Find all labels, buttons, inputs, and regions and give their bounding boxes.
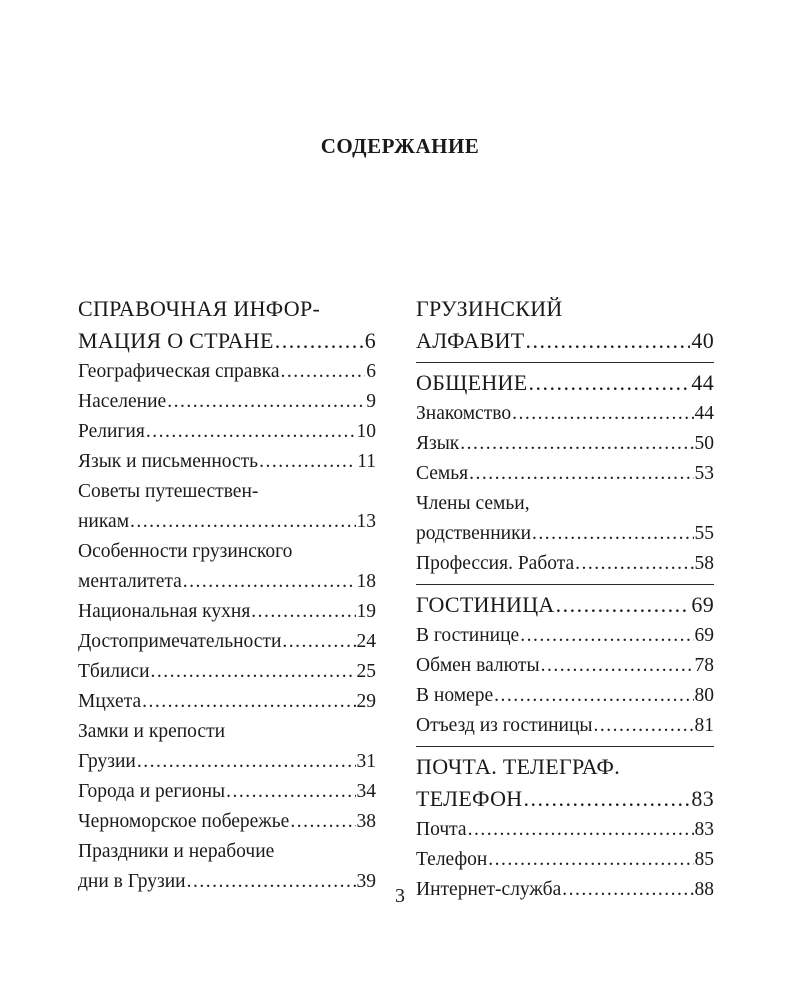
toc-entry-title: Обмен валюты bbox=[416, 655, 540, 676]
toc-entry-line bbox=[416, 549, 714, 579]
toc-entry-line bbox=[416, 681, 714, 711]
toc-entry-title: ГОСТИНИЦА bbox=[416, 592, 555, 617]
toc-page-number: 53 bbox=[694, 463, 714, 484]
toc-entry bbox=[416, 399, 714, 429]
dot-leader bbox=[130, 507, 355, 537]
toc-entry-title: ОБЩЕНИЕ bbox=[416, 370, 528, 395]
toc-page-number: 24 bbox=[356, 631, 376, 652]
toc-entry-title: Тбилиси bbox=[78, 661, 150, 682]
dot-leader bbox=[512, 399, 693, 429]
toc-entry bbox=[416, 815, 714, 845]
toc-entry-line bbox=[78, 807, 376, 837]
dot-leader bbox=[167, 387, 365, 417]
page-number: 3 bbox=[395, 885, 405, 907]
page-title: СОДЕРЖАНИЕ bbox=[320, 134, 480, 158]
dot-leader bbox=[532, 519, 693, 549]
dot-leader bbox=[226, 777, 355, 807]
dot-leader bbox=[469, 459, 693, 489]
toc-entry-line bbox=[416, 399, 714, 429]
toc-page-number: 83 bbox=[694, 819, 714, 840]
dot-leader bbox=[137, 747, 356, 777]
toc-entry-title: ПОЧТА. ТЕЛЕГРАФ. bbox=[416, 754, 621, 779]
toc-page-number: 34 bbox=[356, 781, 376, 802]
toc-page-number: 6 bbox=[366, 361, 376, 382]
toc-entry-line bbox=[78, 357, 376, 387]
toc-entry-title: родственники bbox=[416, 523, 532, 544]
toc-section bbox=[416, 751, 714, 815]
toc-right-column bbox=[416, 293, 714, 905]
dot-leader bbox=[142, 687, 355, 717]
toc-page-number: 83 bbox=[691, 786, 714, 811]
dot-leader bbox=[259, 447, 356, 477]
toc-entry bbox=[78, 807, 376, 837]
toc-entry-title: Телефон bbox=[416, 849, 488, 870]
section-divider bbox=[416, 362, 714, 363]
toc-entry-title: ГРУЗИНСКИЙ bbox=[416, 296, 563, 321]
toc-entry-title: Отъезд из гостиницы bbox=[416, 715, 593, 736]
toc-entry bbox=[78, 657, 376, 687]
toc-entry bbox=[416, 621, 714, 651]
toc-entry-title: Замки и крепости bbox=[78, 721, 226, 742]
toc-entry bbox=[416, 711, 714, 741]
toc-entry bbox=[78, 477, 376, 537]
toc-entry-line bbox=[416, 783, 714, 815]
toc-entry-title: ТЕЛЕФОН bbox=[416, 786, 523, 811]
toc-entry-title: Язык и письменность bbox=[78, 451, 259, 472]
toc-entry-title: менталитета bbox=[78, 571, 182, 592]
dot-leader bbox=[280, 357, 365, 387]
toc-page-number: 25 bbox=[356, 661, 376, 682]
dot-leader bbox=[575, 549, 693, 579]
toc-page-number: 55 bbox=[694, 523, 714, 544]
toc-entry-line bbox=[416, 711, 714, 741]
toc-section bbox=[416, 589, 714, 621]
toc-entry bbox=[78, 447, 376, 477]
toc-entry-title: АЛФАВИТ bbox=[416, 328, 525, 353]
toc-page-number: 11 bbox=[357, 451, 376, 472]
toc-entry bbox=[78, 387, 376, 417]
toc-entry-title: Грузии bbox=[78, 751, 136, 772]
toc-entry-line bbox=[78, 777, 376, 807]
toc-entry bbox=[416, 681, 714, 711]
toc-entry-line bbox=[78, 597, 376, 627]
dot-leader bbox=[290, 807, 355, 837]
toc-entry-line bbox=[78, 537, 376, 567]
toc-entry-line bbox=[78, 447, 376, 477]
toc-page-number: 18 bbox=[356, 571, 376, 592]
toc-entry-line bbox=[78, 477, 376, 507]
toc-entry-title: никам bbox=[78, 511, 130, 532]
dot-leader bbox=[520, 621, 693, 651]
toc-entry-title: В номере bbox=[416, 685, 494, 706]
toc-entry-title: Семья bbox=[416, 463, 469, 484]
dot-leader bbox=[528, 367, 690, 399]
toc-entry bbox=[416, 651, 714, 681]
toc-entry-title: Достопримечательности bbox=[78, 631, 282, 652]
toc-entry-line bbox=[416, 589, 714, 621]
toc-entry-line bbox=[416, 459, 714, 489]
toc-entry bbox=[416, 845, 714, 875]
toc-section bbox=[416, 367, 714, 399]
toc-entry-title: Почта bbox=[416, 819, 467, 840]
toc-section bbox=[78, 293, 376, 357]
toc-entry-line bbox=[78, 387, 376, 417]
toc-entry-line bbox=[78, 627, 376, 657]
toc-page-number: 44 bbox=[691, 370, 714, 395]
toc-entry-line bbox=[416, 815, 714, 845]
toc-entry-line bbox=[416, 429, 714, 459]
dot-leader bbox=[460, 429, 693, 459]
dot-leader bbox=[594, 711, 694, 741]
dot-leader bbox=[282, 627, 355, 657]
toc-entry bbox=[78, 597, 376, 627]
toc-entry-line bbox=[416, 489, 714, 519]
toc-entry-title: В гостинице bbox=[416, 625, 520, 646]
toc-entry bbox=[416, 549, 714, 579]
toc-entry-line bbox=[78, 293, 376, 325]
toc-entry-line bbox=[416, 519, 714, 549]
toc-entry-line bbox=[78, 687, 376, 717]
toc-entry-line bbox=[78, 747, 376, 777]
toc-entry-title: Язык bbox=[416, 433, 460, 454]
toc-entry-line bbox=[78, 657, 376, 687]
toc-entry-line bbox=[416, 367, 714, 399]
dot-leader bbox=[251, 597, 355, 627]
toc-entry bbox=[78, 627, 376, 657]
toc-entry-title: Советы путешествен- bbox=[78, 481, 259, 502]
toc-page-number: 44 bbox=[694, 403, 714, 424]
toc-entry-title: Черноморское побережье bbox=[78, 811, 290, 832]
toc-entry-title: Города и регионы bbox=[78, 781, 226, 802]
toc-page-number: 69 bbox=[691, 592, 714, 617]
toc-page-number: 88 bbox=[694, 879, 714, 900]
toc-page-number: 6 bbox=[364, 328, 376, 353]
toc-page-number: 29 bbox=[356, 691, 376, 712]
toc-entry bbox=[416, 429, 714, 459]
toc-entry bbox=[78, 537, 376, 597]
toc-page-number: 58 bbox=[694, 553, 714, 574]
dot-leader bbox=[526, 325, 691, 357]
toc-entry-title: Особенности грузинского bbox=[78, 541, 293, 562]
toc-page-number: 31 bbox=[356, 751, 376, 772]
dot-leader bbox=[151, 657, 356, 687]
toc-entry-title: дни в Грузии bbox=[78, 871, 186, 892]
toc-entry-title: Географическая справка bbox=[78, 361, 280, 382]
toc-entry-title: СПРАВОЧНАЯ ИНФОР- bbox=[78, 296, 321, 321]
toc-entry-line bbox=[416, 651, 714, 681]
toc-entry bbox=[78, 687, 376, 717]
dot-leader bbox=[275, 325, 364, 357]
toc-entry-line bbox=[416, 293, 714, 325]
toc-entry bbox=[416, 459, 714, 489]
dot-leader bbox=[556, 589, 691, 621]
toc-entry-line bbox=[78, 325, 376, 357]
toc-entry bbox=[78, 717, 376, 777]
toc-entry-line bbox=[416, 325, 714, 357]
toc-page-number: 78 bbox=[694, 655, 714, 676]
dot-leader bbox=[494, 681, 693, 711]
dot-leader bbox=[183, 567, 356, 597]
toc-page-number: 38 bbox=[356, 811, 376, 832]
toc-page-number: 40 bbox=[691, 328, 714, 353]
toc-entry-title: Знакомство bbox=[416, 403, 512, 424]
toc-page-number: 19 bbox=[356, 601, 376, 622]
toc-page-number: 13 bbox=[356, 511, 376, 532]
toc-page-number: 50 bbox=[694, 433, 714, 454]
toc-entry-line bbox=[78, 417, 376, 447]
toc-page-number: 81 bbox=[694, 715, 714, 736]
dot-leader bbox=[488, 845, 693, 875]
toc-entry-line bbox=[416, 845, 714, 875]
toc-page-number: 69 bbox=[694, 625, 714, 646]
toc-entry-line bbox=[78, 717, 376, 747]
toc-entry-line bbox=[416, 621, 714, 651]
toc-page-number: 80 bbox=[694, 685, 714, 706]
toc-entry bbox=[78, 357, 376, 387]
section-divider bbox=[416, 746, 714, 747]
dot-leader bbox=[146, 417, 356, 447]
toc-entry-title: Праздники и нерабочие bbox=[78, 841, 275, 862]
toc-entry-line bbox=[78, 567, 376, 597]
dot-leader bbox=[468, 815, 694, 845]
toc-entry-title: Профессия. Работа bbox=[416, 553, 575, 574]
toc-entry-title: Члены семьи, bbox=[416, 493, 530, 514]
toc-entry bbox=[78, 777, 376, 807]
toc-entry-title: МАЦИЯ О СТРАНЕ bbox=[78, 328, 274, 353]
section-divider bbox=[416, 584, 714, 585]
toc-entry-line bbox=[78, 837, 376, 867]
toc-entry-title: Национальная кухня bbox=[78, 601, 251, 622]
toc-page-number: 39 bbox=[356, 871, 376, 892]
toc-page-number: 85 bbox=[694, 849, 714, 870]
toc-section bbox=[416, 293, 714, 357]
toc-entry-title: Интернет-служба bbox=[416, 879, 562, 900]
toc-left-column bbox=[78, 293, 376, 897]
toc-entry bbox=[78, 417, 376, 447]
dot-leader bbox=[523, 783, 690, 815]
toc-entry-line bbox=[416, 751, 714, 783]
toc-entry-line bbox=[78, 507, 376, 537]
toc-entry-title: Мцхета bbox=[78, 691, 142, 712]
toc-page-number: 9 bbox=[366, 391, 376, 412]
dot-leader bbox=[541, 651, 694, 681]
toc-entry bbox=[416, 489, 714, 549]
toc-entry-title: Население bbox=[78, 391, 167, 412]
toc-page-number: 10 bbox=[356, 421, 376, 442]
toc-entry-title: Религия bbox=[78, 421, 145, 442]
